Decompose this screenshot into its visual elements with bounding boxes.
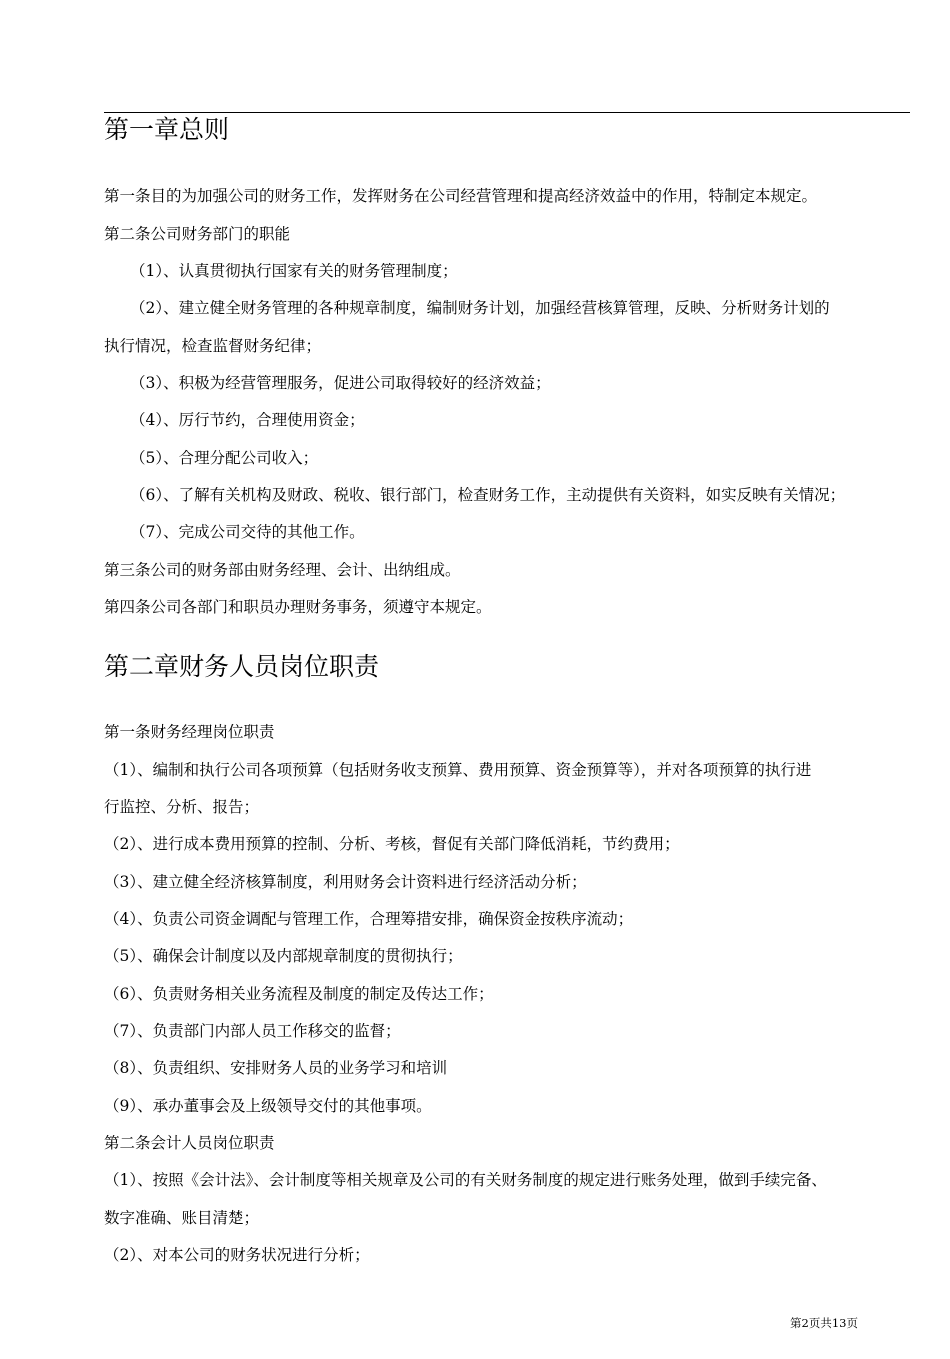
ch1-line-2: 第二条公司财务部门的职能	[104, 225, 291, 243]
ch2-line-15: （2）、对本公司的财务状况进行分析；	[104, 1246, 370, 1264]
ch1-line-3: （1）、认真贯彻执行国家有关的财务管理制度；	[130, 262, 458, 280]
ch1-line-8: （5）、合理分配公司收入；	[130, 449, 319, 467]
ch2-line-4: （2）、进行成本费用预算的控制、分析、考核，督促有关部门降低消耗，节约费用；	[104, 835, 680, 853]
ch2-line-9: （7）、负责部门内部人员工作移交的监督；	[104, 1022, 401, 1040]
ch2-line-13: （1）、按照《会计法》、会计制度等相关规章及公司的有关财务制度的规定进行账务处理，做到手续完备、	[104, 1171, 827, 1189]
ch1-line-11: 第三条公司的财务部由财务经理、会计、出纳组成。	[104, 561, 461, 579]
ch2-line-14: 数字准确、账目清楚；	[104, 1209, 260, 1227]
ch2-line-5: （3）、建立健全经济核算制度，利用财务会计资料进行经济活动分析；	[104, 873, 587, 891]
ch1-line-7: （4）、厉行节约，合理使用资金；	[130, 411, 365, 429]
ch2-line-3: 行监控、分析、报告；	[104, 798, 260, 816]
ch1-line-9: （6）、了解有关机构及财政、税收、银行部门，检查财务工作，主动提供有关资料，如实反映有关情况；	[130, 486, 846, 504]
ch2-line-7: （5）、确保会计制度以及内部规章制度的贯彻执行；	[104, 947, 463, 965]
ch2-line-1: 第一条财务经理岗位职责	[104, 723, 275, 741]
page-number-footer: 第2页共13页	[790, 1316, 858, 1330]
chapter-2-title: 第二章财务人员岗位职责	[104, 652, 380, 681]
ch2-line-10: （8）、负责组织、安排财务人员的业务学习和培训	[104, 1059, 448, 1077]
ch2-line-11: （9）、承办董事会及上级领导交付的其他事项。	[104, 1097, 432, 1115]
ch2-line-2: （1）、编制和执行公司各项预算（包括财务收支预算、费用预算、资金预算等），并对各项预算的执行进	[104, 761, 812, 779]
header-rule	[104, 112, 910, 113]
ch2-line-6: （4）、负责公司资金调配与管理工作，合理筹措安排，确保资金按秩序流动；	[104, 910, 634, 928]
ch2-line-12: 第二条会计人员岗位职责	[104, 1134, 275, 1152]
ch1-line-4: （2）、建立健全财务管理的各种规章制度，编制财务计划，加强经营核算管理，反映、分析财务计划的	[130, 299, 830, 317]
ch1-line-10: （7）、完成公司交待的其他工作。	[130, 523, 365, 541]
chapter-1-title: 第一章总则	[104, 115, 230, 144]
ch2-line-8: （6）、负责财务相关业务流程及制度的制定及传达工作；	[104, 985, 494, 1003]
ch1-line-1: 第一条目的为加强公司的财务工作，发挥财务在公司经营管理和提高经济效益中的作用，特制定本规定。	[104, 187, 818, 205]
ch1-line-5: 执行情况，检查监督财务纪律；	[104, 337, 322, 355]
ch1-line-12: 第四条公司各部门和职员办理财务事务，须遵守本规定。	[104, 598, 492, 616]
ch1-line-6: （3）、积极为经营管理服务，促进公司取得较好的经济效益；	[130, 374, 551, 392]
